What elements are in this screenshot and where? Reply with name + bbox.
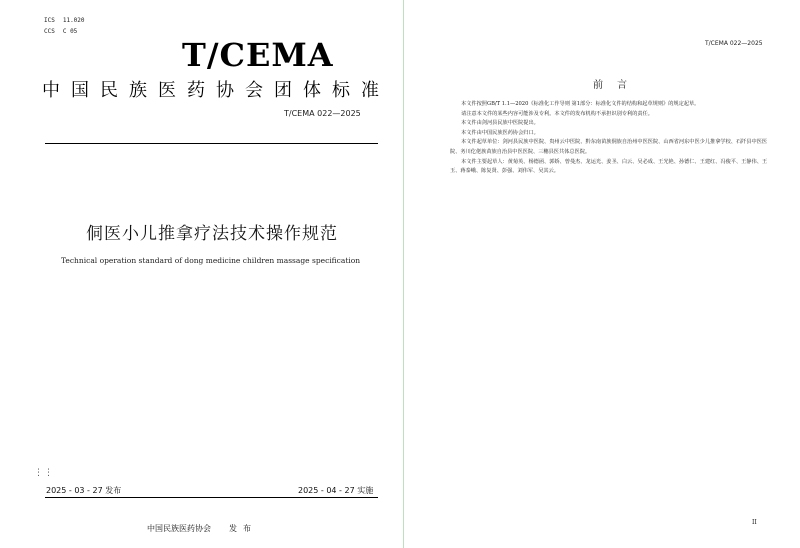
document-title-english: Technical operation standard of dong medicine children massage specification — [61, 256, 361, 265]
foreword-paragraph: 本文件由中国民族医药协会归口。 — [461, 129, 539, 136]
ccs-code: C 05 — [62, 28, 78, 35]
foreword-paragraph: 本文件起草单位：剑河县民族中医院、贵州云中医院、黔东南苗族侗族自治州中医医院、山西省河东中医少儿推拿学校、石阡县中医医院、务川仡佬族苗族自治县中医医院、三穗县医共体总医院。 — [450, 139, 768, 155]
tcema-logo: T/CEMA — [182, 36, 334, 74]
ics-label: ICS — [44, 17, 55, 24]
document-title-chinese: 侗医小儿推拿疗法技术操作规范 — [86, 224, 338, 244]
header-divider — [45, 143, 378, 144]
ccs-classification — [44, 28, 77, 35]
ics-classification — [44, 17, 85, 24]
foreword-paragraph: 本文件按照GB/T 1.1—2020《标准化工作导则 第1部分：标准化文件的结构和起草规则》的规定起草。 — [461, 101, 700, 107]
ccs-label: CCS — [44, 28, 55, 35]
issuer-line — [147, 523, 257, 534]
foreword-page — [405, 0, 800, 548]
implement-date: 2025 - 04 - 27 实施 — [298, 486, 374, 495]
issuer-name: 中国民族医药协会 — [147, 524, 211, 533]
organization-title: 中国民族医药协会团体标准 — [42, 80, 390, 101]
foreword-paragraph: 本文件由剑河县民族中医院提出。 — [461, 120, 539, 127]
footer-divider — [45, 497, 378, 498]
standard-number: T/CEMA 022—2025 — [284, 109, 361, 118]
ics-code: 11.020 — [62, 17, 85, 24]
page-number: II — [752, 519, 757, 526]
foreword-body — [450, 100, 770, 177]
publish-date: 2025 - 03 - 27 发布 — [46, 486, 122, 495]
drag-handle-icon[interactable]: ⋮⋮ — [34, 468, 54, 478]
page-divider — [403, 0, 404, 548]
foreword-heading: 前言 — [593, 80, 641, 91]
issuer-verb: 发布 — [229, 524, 257, 533]
running-header-standard-number: T/CEMA 022—2025 — [705, 40, 763, 47]
foreword-paragraph: 本文件主要起草人：黄菊英、杨德函、郭娇、曾曼杰、龙运光、姜圣、白云、吴必成、王光艳、孙德仁、王建红、冯俊平、王静伟、王玉、蒋泰峨、陈复贤、彭强、刘伟军、吴其云。 — [450, 158, 768, 175]
foreword-paragraph: 请注意本文件的某些内容可能涉及专利。本文件的发布机构不承担识别专利的责任。 — [461, 110, 653, 117]
